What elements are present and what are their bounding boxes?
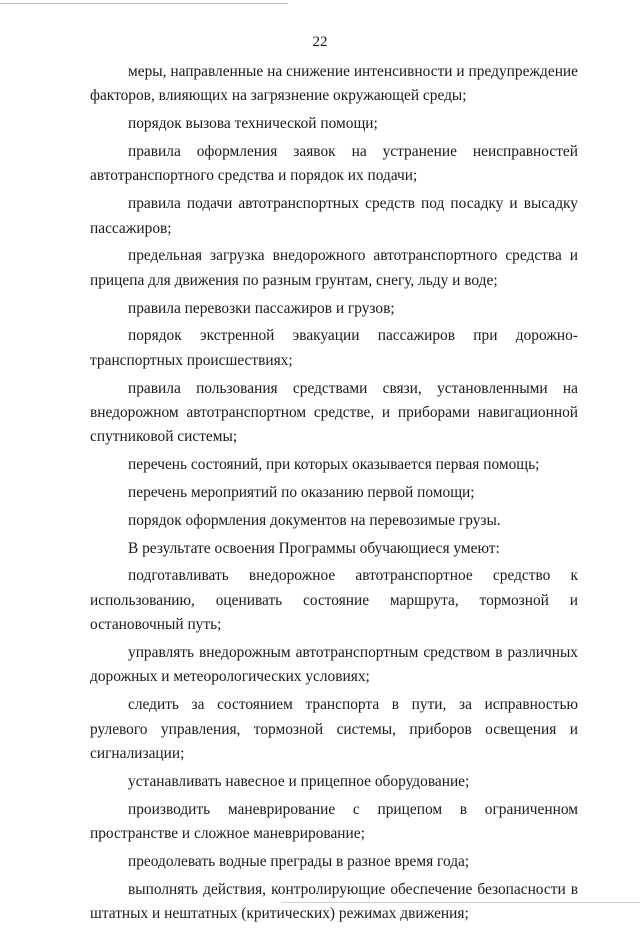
paragraph: правила подачи автотранспортных средств под посадку и высадку пассажиров; [90, 195, 578, 237]
paragraph: правила оформления заявок на устранение неисправностей автотранспортного средства и порядок их подачи; [90, 143, 578, 185]
body-text [90, 60, 578, 930]
paragraph: В результате освоения Программы обучающиеся умеют: [128, 539, 500, 557]
paragraph: производить маневрирование с прицепом в ограниченном пространстве и сложное маневрирование; [90, 800, 578, 843]
paragraph: порядок вызова технической помощи; [128, 115, 378, 133]
paragraph: подготавливать внедорожное автотранспортное средство к использованию, оценивать состояние маршрута, тормозной и остановочный путь; [90, 567, 578, 634]
paragraph: правила перевозки пассажиров и грузов; [128, 299, 395, 317]
paragraph: порядок оформления документов на перевозимые грузы. [128, 511, 501, 529]
scan-bottom-edge [0, 902, 640, 903]
paragraph: перечень состояний, при которых оказывается первая помощь; [128, 456, 540, 474]
page-number: 22 [312, 34, 328, 50]
paragraph: управлять внедорожным автотранспортным средством в различных дорожных и метеорологических условиях; [90, 644, 578, 686]
paragraph: устанавливать навесное и прицепное оборудование; [128, 772, 470, 790]
paragraph: выполнять действия, контролирующие обеспечение безопасности в штатных и нештатных (критических) режимах движения; [90, 880, 578, 923]
paragraph: меры, направленные на снижение интенсивности и предупреждение факторов, влияющих на загрязнение окружающей среды; [90, 63, 578, 105]
scan-top-edge [0, 3, 640, 4]
paragraph: предельная загрузка внедорожного автотранспортного средства и прицепа для движения по разным грунтам, снегу, льду и воде; [90, 247, 578, 289]
paragraph: перечень мероприятий по оказанию первой помощи; [128, 484, 475, 502]
paragraph: следить за состоянием транспорта в пути, за исправностью рулевого управления, тормозной системы, приборов освещения и сигнализации; [90, 696, 578, 763]
paragraph: преодолевать водные преграды в разное время года; [128, 852, 470, 870]
paragraph: порядок экстренной эвакуации пассажиров при дорожно-транспортных происшествиях; [90, 327, 578, 369]
paragraph: правила пользования средствами связи, установленными на внедорожном автотранспортном средстве, и приборами навигационной спутниковой системы; [90, 379, 578, 446]
